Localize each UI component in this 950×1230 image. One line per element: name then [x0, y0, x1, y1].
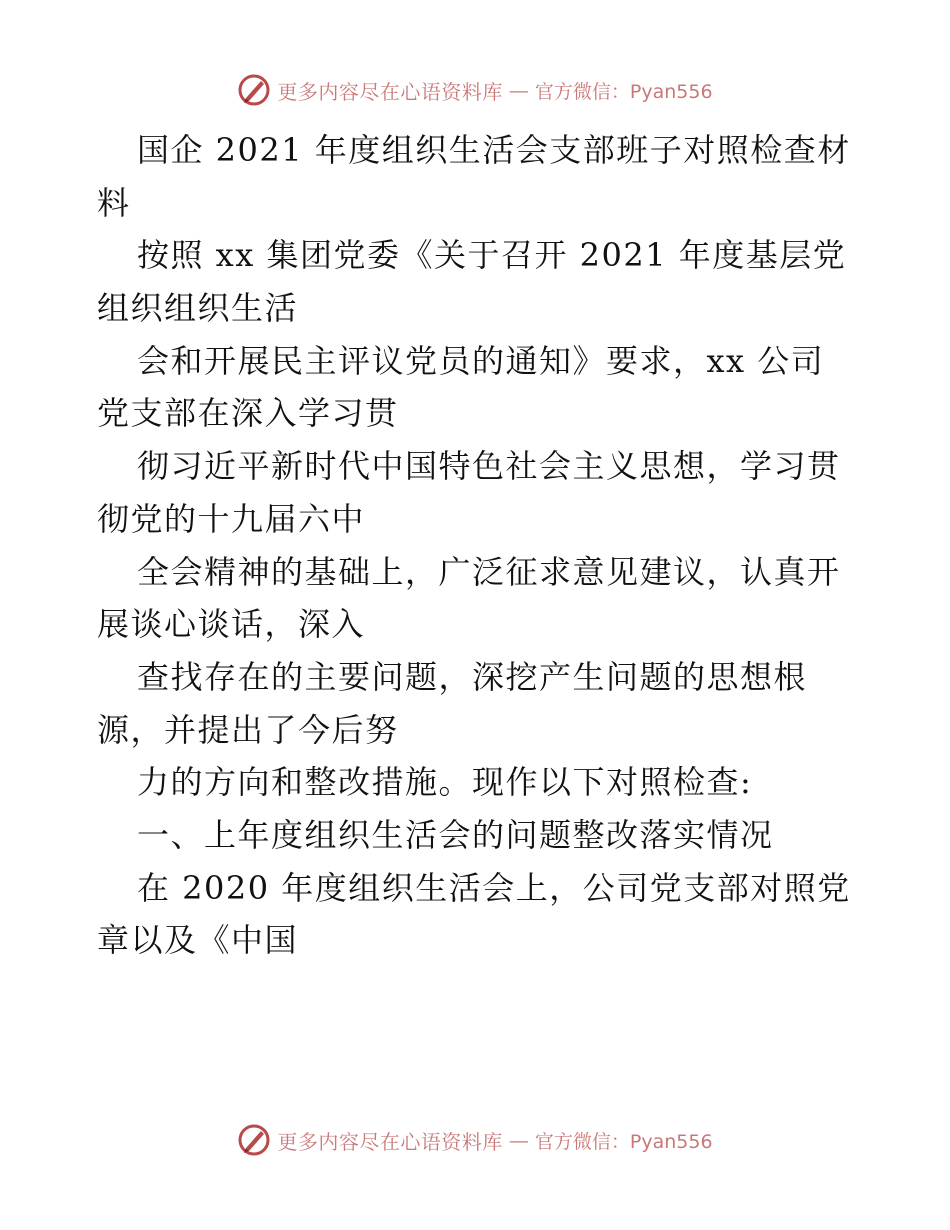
text-line: 组织组织生活 [97, 289, 299, 328]
watermark-banner-bottom [0, 1120, 950, 1160]
text-line: 料 [97, 183, 131, 222]
text-line: 全会精神的基础上，广泛征求意见建议，认真开 [137, 552, 841, 591]
watermark-banner-top [0, 70, 950, 110]
text-line: 会和开展民主评议党员的通知》要求，xx 公司 [137, 341, 825, 380]
text-line: 彻党的十九届六中 [97, 499, 366, 538]
text-line: 力的方向和整改措施。现作以下对照检查: [137, 763, 753, 802]
watermark-separator: — [508, 1128, 529, 1152]
watermark-separator: — [508, 78, 529, 102]
text-line: 展谈心谈话，深入 [97, 605, 366, 644]
text-line: 在 2020 年度组织生活会上，公司党支部对照党 [137, 868, 851, 907]
text-line: 查找存在的主要问题，深挖产生问题的思想根 [137, 657, 808, 696]
watermark-text: 更多内容尽在心语资料库 [277, 1129, 503, 1154]
pen-logo-icon [237, 1123, 271, 1157]
section-heading: 一、上年度组织生活会的问题整改落实情况 [137, 815, 774, 854]
text-line: 国企 2021 年度组织生活会支部班子对照检查材 [137, 131, 851, 169]
watermark-text: 更多内容尽在心语资料库 [277, 79, 503, 104]
pen-logo-icon [237, 73, 271, 107]
text-line: 按照 xx 集团党委《关于召开 2021 年度基层党 [137, 236, 847, 275]
text-line: 彻习近平新时代中国特色社会主义思想，学习贯 [137, 447, 841, 486]
text-line: 党支部在深入学习贯 [97, 394, 399, 433]
text-line: 章以及《中国 [97, 921, 299, 960]
watermark-wechat: 官方微信：Pyan556 [534, 1130, 713, 1153]
document-body [97, 124, 857, 967]
text-line: 源，并提出了今后努 [97, 710, 399, 749]
watermark-wechat: 官方微信：Pyan556 [534, 80, 713, 103]
